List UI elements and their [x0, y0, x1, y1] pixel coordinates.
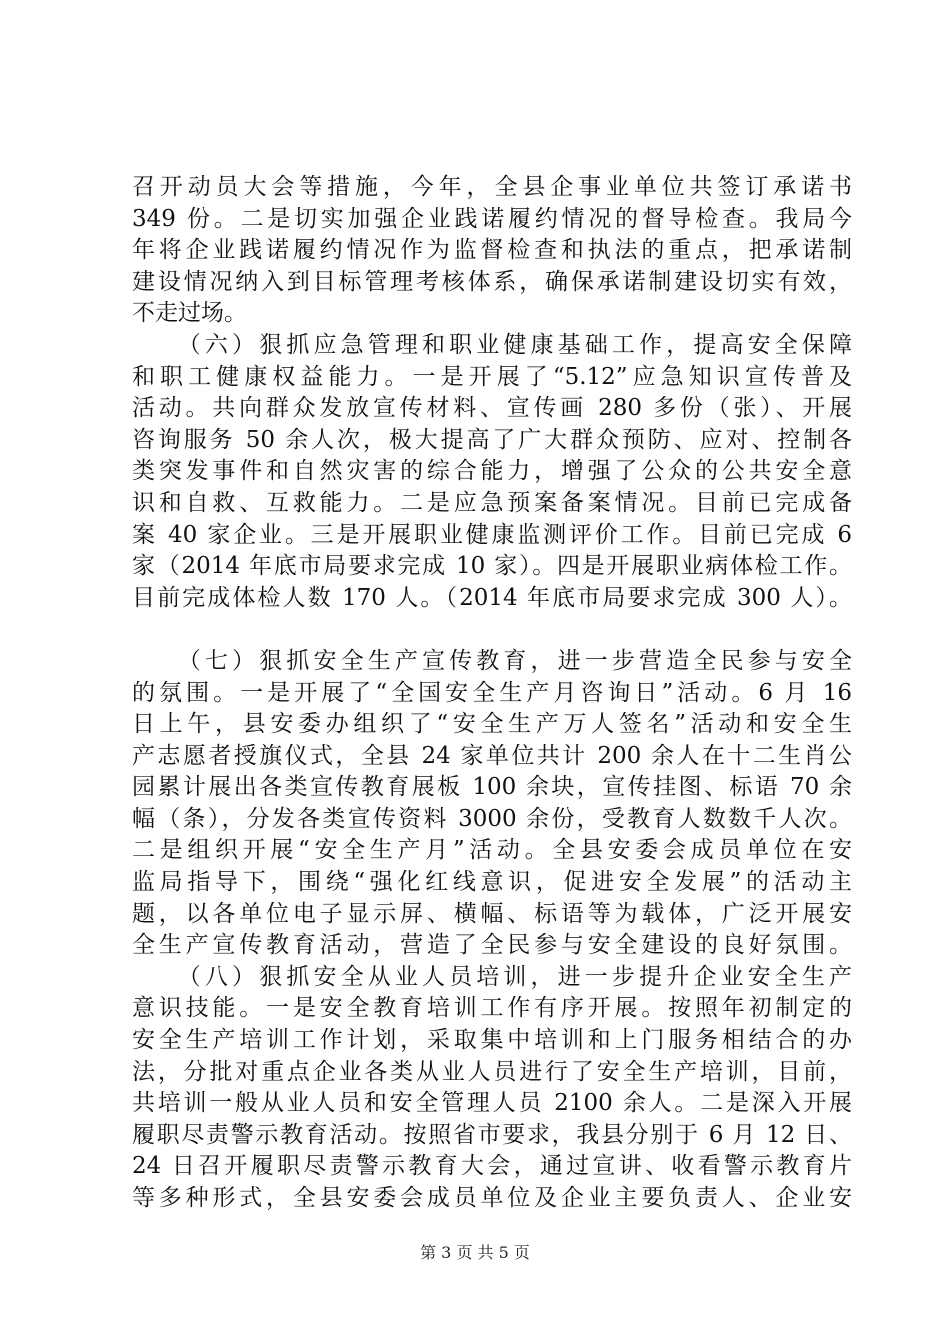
- text-line: 监局指导下，围绕“强化红线意识，促进安全发展”的活动主: [132, 869, 852, 896]
- text-line: 活动。共向群众发放宣传材料、宣传画 280 多份（张）、开展: [132, 395, 852, 422]
- text-line: 园累计展出各类宣传教育展板 100 余块，宣传挂图、标语 70 余: [132, 774, 852, 801]
- text-line: 安全生产培训工作计划，采取集中培训和上门服务相结合的办: [132, 1027, 852, 1054]
- text-line: 年将企业践诺履约情况作为监督检查和执法的重点，把承诺制: [132, 237, 852, 264]
- text-line: 和职工健康权益能力。一是开展了“5.12”应急知识宣传普及: [132, 363, 852, 390]
- text-line: 的氛围。一是开展了“全国安全生产月咨询日”活动。6 月 16: [132, 679, 852, 706]
- text-line: 幅（条），分发各类宣传资料 3000 余份，受教育人数数千人次。: [132, 805, 852, 832]
- text-line: 349 份。二是切实加强企业践诺履约情况的督导检查。我局今: [132, 205, 852, 232]
- text-line: 识和自救、互救能力。二是应急预案备案情况。目前已完成备: [132, 489, 852, 516]
- text-line: 类突发事件和自然灾害的综合能力，增强了公众的公共安全意: [132, 458, 852, 485]
- text-line: 24 日召开履职尽责警示教育大会，通过宣讲、收看警示教育片: [132, 1153, 852, 1180]
- text-line: 题，以各单位电子显示屏、横幅、标语等为载体，广泛开展安: [132, 900, 852, 927]
- blank-line: [132, 614, 852, 646]
- text-line: 不走过场。: [132, 300, 247, 327]
- text-line: 等多种形式，全县安委会成员单位及企业主要负责人、企业安: [132, 1185, 852, 1211]
- text-line: 二是组织开展“安全生产月”活动。全县安委会成员单位在安: [132, 837, 852, 864]
- text-line: （七）狠抓安全生产宣传教育，进一步营造全民参与安全: [132, 647, 852, 674]
- text-line: 日上午，县安委办组织了“安全生产万人签名”活动和安全生: [132, 711, 852, 738]
- page-footer: 第 3 页 共 5 页: [420, 1243, 530, 1262]
- document-body: [132, 172, 852, 1215]
- text-line: 建设情况纳入到目标管理考核体系，确保承诺制建设切实有效，: [132, 268, 852, 295]
- text-line: 共培训一般从业人员和安全管理人员 2100 余人。二是深入开展: [132, 1090, 852, 1117]
- text-line: 意识技能。一是安全教育培训工作有序开展。按照年初制定的: [132, 995, 852, 1022]
- text-line: （六）狠抓应急管理和职业健康基础工作，提高安全保障: [132, 331, 852, 358]
- text-line: 目前完成体检人数 170 人。（2014 年底市局要求完成 300 人）。: [132, 584, 852, 611]
- text-line: 履职尽责警示教育活动。按照省市要求，我县分别于 6 月 12 日、: [132, 1121, 852, 1148]
- text-line: 产志愿者授旗仪式，全县 24 家单位共计 200 余人在十二生肖公: [132, 742, 852, 769]
- text-line: 咨询服务 50 余人次，极大提高了广大群众预防、应对、控制各: [132, 426, 852, 453]
- text-line: 全生产宣传教育活动，营造了全民参与安全建设的良好氛围。: [132, 932, 852, 959]
- text-line: （八）狠抓安全从业人员培训，进一步提升企业安全生产: [132, 963, 852, 990]
- text-line: 家（2014 年底市局要求完成 10 家）。四是开展职业病体检工作。: [132, 553, 852, 580]
- text-line: 案 40 家企业。三是开展职业健康监测评价工作。目前已完成 6: [132, 521, 852, 548]
- text-line: 召开动员大会等措施，今年，全县企事业单位共签订承诺书: [132, 174, 852, 200]
- text-line: 法，分批对重点企业各类从业人员进行了安全生产培训，目前，: [132, 1058, 852, 1085]
